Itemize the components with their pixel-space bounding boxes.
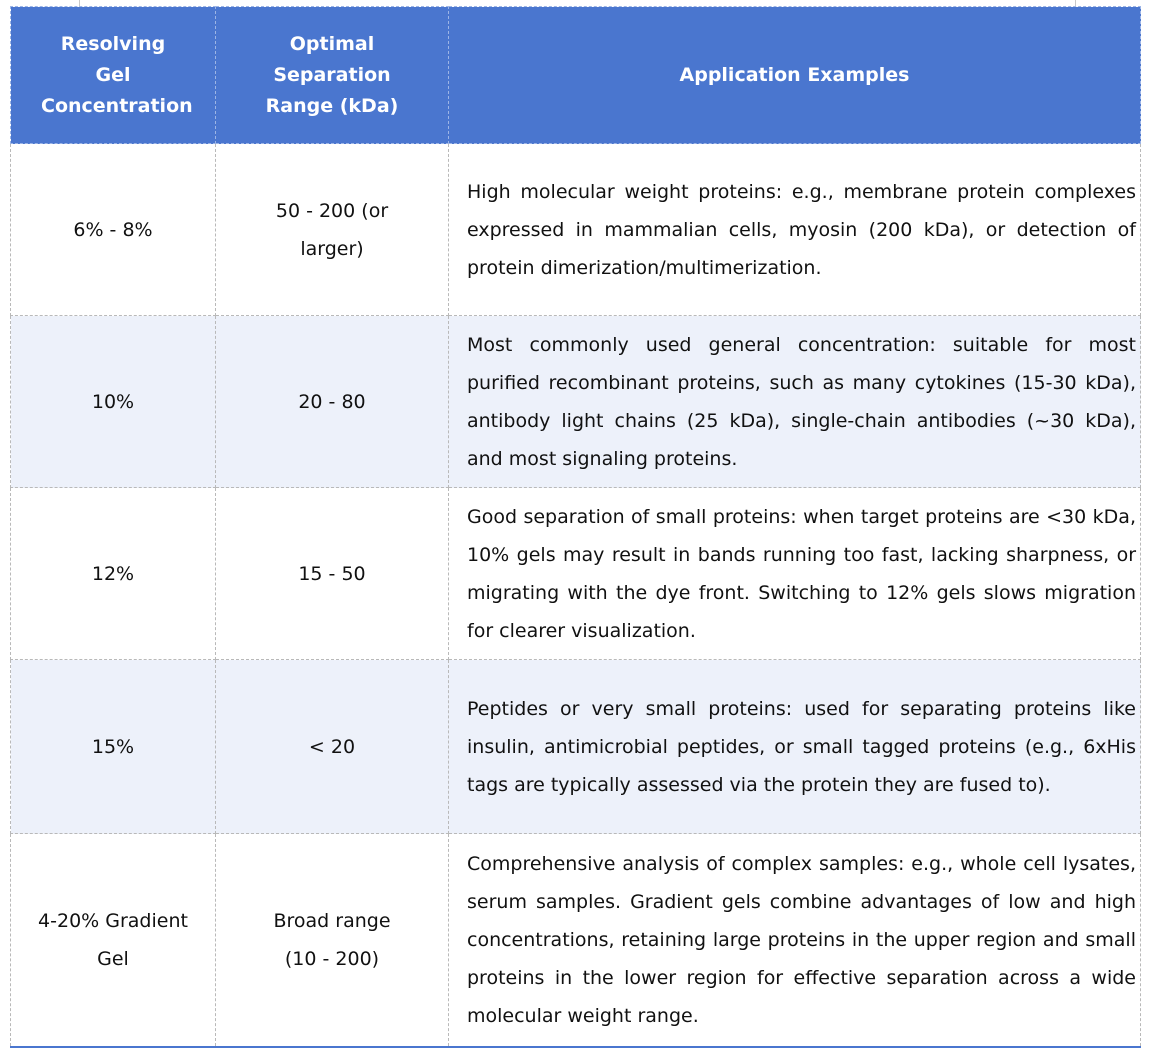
header-application-examples: Application Examples: [449, 7, 1141, 144]
cell-separation-range: 20 - 80: [216, 316, 449, 488]
cell-gel-concentration: 4-20% Gradient Gel: [11, 834, 216, 1047]
cell-separation-range: Broad range (10 - 200): [216, 834, 449, 1047]
cell-application-examples: Good separation of small proteins: when target proteins are <30 kDa, 10% gels may result in bands running too fast, lacking sharpness, or migrating with the dye front. Switching to 12% gels slows migration for clearer visualization.: [449, 488, 1141, 660]
cell-separation-range: 50 - 200 (or larger): [216, 144, 449, 316]
table-row: [11, 834, 1141, 1047]
table-row: [11, 316, 1141, 488]
cell-separation-range: < 20: [216, 660, 449, 834]
cell-gel-concentration: 12%: [11, 488, 216, 660]
gel-concentration-table: [10, 6, 1141, 1048]
table-body: [11, 144, 1141, 1047]
cell-separation-range: 15 - 50: [216, 488, 449, 660]
header-row: [11, 7, 1141, 144]
cell-application-examples: Most commonly used general concentration: suitable for most purified recombinant proteins, such as many cytokines (15-30 kDa), antibody light chains (25 kDa), single-chain antibodies (~30 kDa), and most signaling proteins.: [449, 316, 1141, 488]
cell-gel-concentration: 15%: [11, 660, 216, 834]
cell-application-examples: High molecular weight proteins: e.g., membrane protein complexes expressed in mammalian cells, myosin (200 kDa), or detection of protein dimerization/multimerization.: [449, 144, 1141, 316]
header-gel-concentration: Resolving Gel Concentration: [11, 7, 216, 144]
table-header: [11, 7, 1141, 144]
cell-application-examples: Peptides or very small proteins: used for separating proteins like insulin, antimicrobial peptides, or small tagged proteins (e.g., 6xHis tags are typically assessed via the protein they are fused to).: [449, 660, 1141, 834]
table-row: [11, 144, 1141, 316]
cell-application-examples: Comprehensive analysis of complex samples: e.g., whole cell lysates, serum samples. Gradient gels combine advantages of low and high concentrations, retaining large proteins in the upper region and small proteins in the lower region for effective separation across a wide molecular weight range.: [449, 834, 1141, 1047]
header-separation-range: Optimal Separation Range (kDa): [216, 7, 449, 144]
table-row: [11, 488, 1141, 660]
table-row: [11, 660, 1141, 834]
cell-gel-concentration: 10%: [11, 316, 216, 488]
cell-gel-concentration: 6% - 8%: [11, 144, 216, 316]
